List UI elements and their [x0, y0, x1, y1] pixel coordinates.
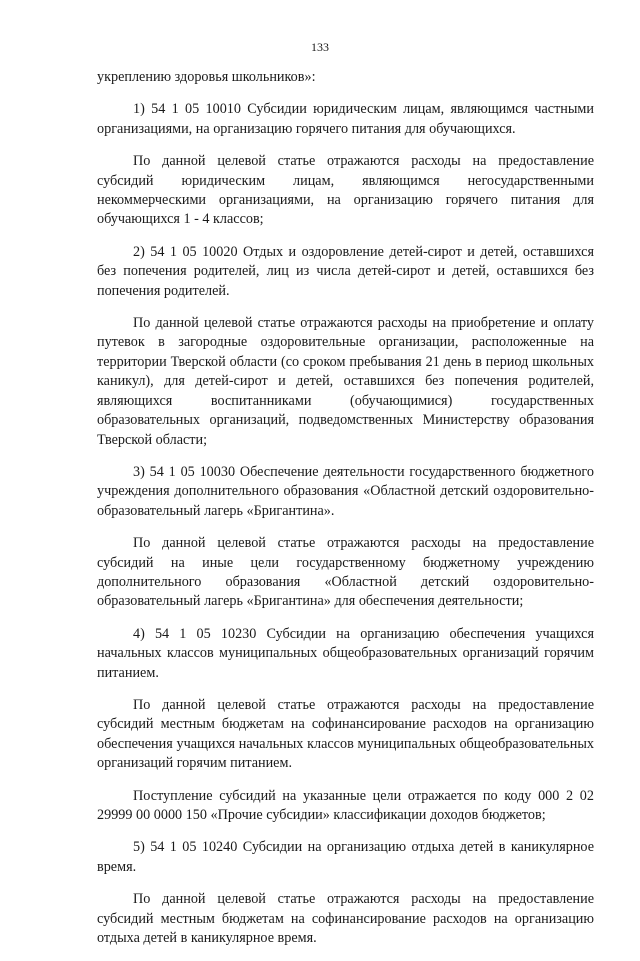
item-4-revenue-note: Поступление субсидий на указанные цели отражается по коду 000 2 02 29999 00 0000 150 «Прочие субсидии» классификации доходов бюджетов; — [97, 787, 594, 823]
document-body — [97, 68, 594, 961]
item-4-description: По данной целевой статье отражаются расходы на предоставление субсидий местным бюджетам на софинансирование расходов на организацию обеспечения учащихся начальных классов муниципальных общеобразовательных организаций горячим питанием. — [97, 696, 594, 772]
item-2-heading: 2) 54 1 05 10020 Отдых и оздоровление детей-сирот и детей, оставшихся без попечения родителей, лиц из числа детей-сирот и детей, оставшихся без попечения родителей. — [97, 243, 594, 299]
paragraph-continuation: укреплению здоровья школьников»: — [97, 69, 316, 85]
item-2-description: По данной целевой статье отражаются расходы на приобретение и оплату путевок в загородные оздоровительные организации, расположенные на территории Тверской области (со сроком пребывания 21 день в период школьных каникул), для детей-сирот и детей, оставшихся без попечения родителей, являющихся воспитанниками (обучающимися) государственных образовательных организаций, подведомственных Министерству образования Тверской области; — [97, 315, 594, 448]
item-1-heading: 1) 54 1 05 10010 Субсидии юридическим лицам, являющимся частными организациями, на организацию горячего питания для обучающихся. — [97, 101, 594, 137]
item-5-description: По данной целевой статье отражаются расходы на предоставление субсидий местным бюджетам на софинансирование расходов на организацию отдыха детей в каникулярное время. — [97, 891, 594, 947]
page-number: 133 — [311, 40, 329, 54]
item-3-heading: 3) 54 1 05 10030 Обеспечение деятельности государственного бюджетного учреждения дополнительного образования «Областной детский оздоровительно-образовательный лагерь «Бригантина». — [97, 463, 594, 519]
item-1-description: По данной целевой статье отражаются расходы на предоставление субсидий юридическим лицам, являющимся негосударственными некоммерческими организациями, на организацию горячего питания для обучающихся 1 - 4 классов; — [97, 153, 594, 228]
item-3-description: По данной целевой статье отражаются расходы на предоставление субсидий на иные цели государственному бюджетному учреждению дополнительного образования «Областной детский оздоровительно-образовательный лагерь «Бригантина» для обеспечения деятельности; — [97, 535, 594, 610]
item-4-heading: 4) 54 1 05 10230 Субсидии на организацию обеспечения учащихся начальных классов муниципальных общеобразовательных организаций горячим питанием. — [97, 625, 594, 681]
item-5-heading: 5) 54 1 05 10240 Субсидии на организацию отдыха детей в каникулярное время. — [97, 839, 594, 875]
